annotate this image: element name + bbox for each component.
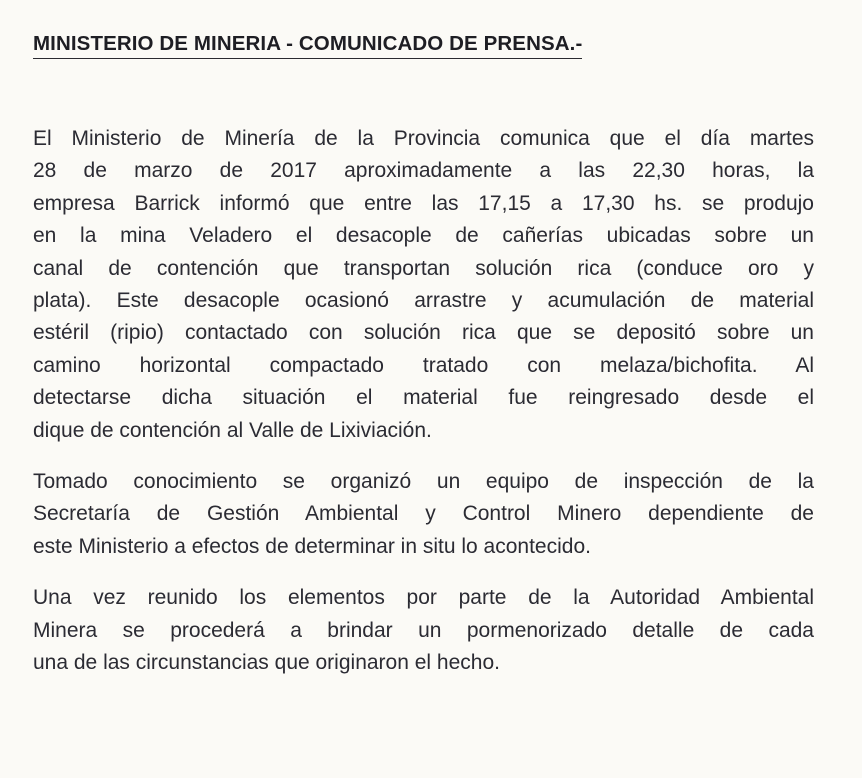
text-line: Minera se procederá a brindar un pormenorizado detalle de cada	[33, 618, 814, 642]
text-line: camino horizontal compactado tratado con melaza/bichofita. Al	[33, 353, 814, 377]
text-line: en la mina Veladero el desacople de cañerías ubicadas sobre un	[33, 224, 814, 248]
text-line: Secretaría de Gestión Ambiental y Control Minero dependiente de	[33, 502, 814, 526]
text-line: este Ministerio a efectos de determinar in situ lo acontecido.	[33, 534, 591, 558]
text-line: Tomado conocimiento se organizó un equipo de inspección de la	[33, 470, 814, 494]
text-line: plata). Este desacople ocasionó arrastre y acumulación de material	[33, 289, 814, 313]
text-line: una de las circunstancias que originaron el hecho.	[33, 651, 500, 675]
text-line: detectarse dicha situación el material fue reingresado desde el	[33, 386, 814, 410]
text-line: dique de contención al Valle de Lixiviación.	[33, 418, 432, 442]
text-line: empresa Barrick informó que entre las 17,15 a 17,30 hs. se produjo	[33, 191, 814, 215]
document-title: MINISTERIO DE MINERIA - COMUNICADO DE PRENSA.-	[33, 31, 582, 59]
text-line: canal de contención que transportan solución rica (conduce oro y	[33, 256, 814, 280]
text-line: Una vez reunido los elementos por parte de la Autoridad Ambiental	[33, 586, 814, 610]
paragraph-incident	[33, 123, 814, 447]
text-line: 28 de marzo de 2017 aproximadamente a las 22,30 horas, la	[33, 159, 814, 183]
text-line: El Ministerio de Minería de la Provincia comunica que el día martes	[33, 127, 814, 150]
text-line: estéril (ripio) contactado con solución rica que se depositó sobre un	[33, 321, 814, 345]
paragraph-followup	[33, 582, 814, 679]
paragraph-inspection	[33, 466, 814, 563]
